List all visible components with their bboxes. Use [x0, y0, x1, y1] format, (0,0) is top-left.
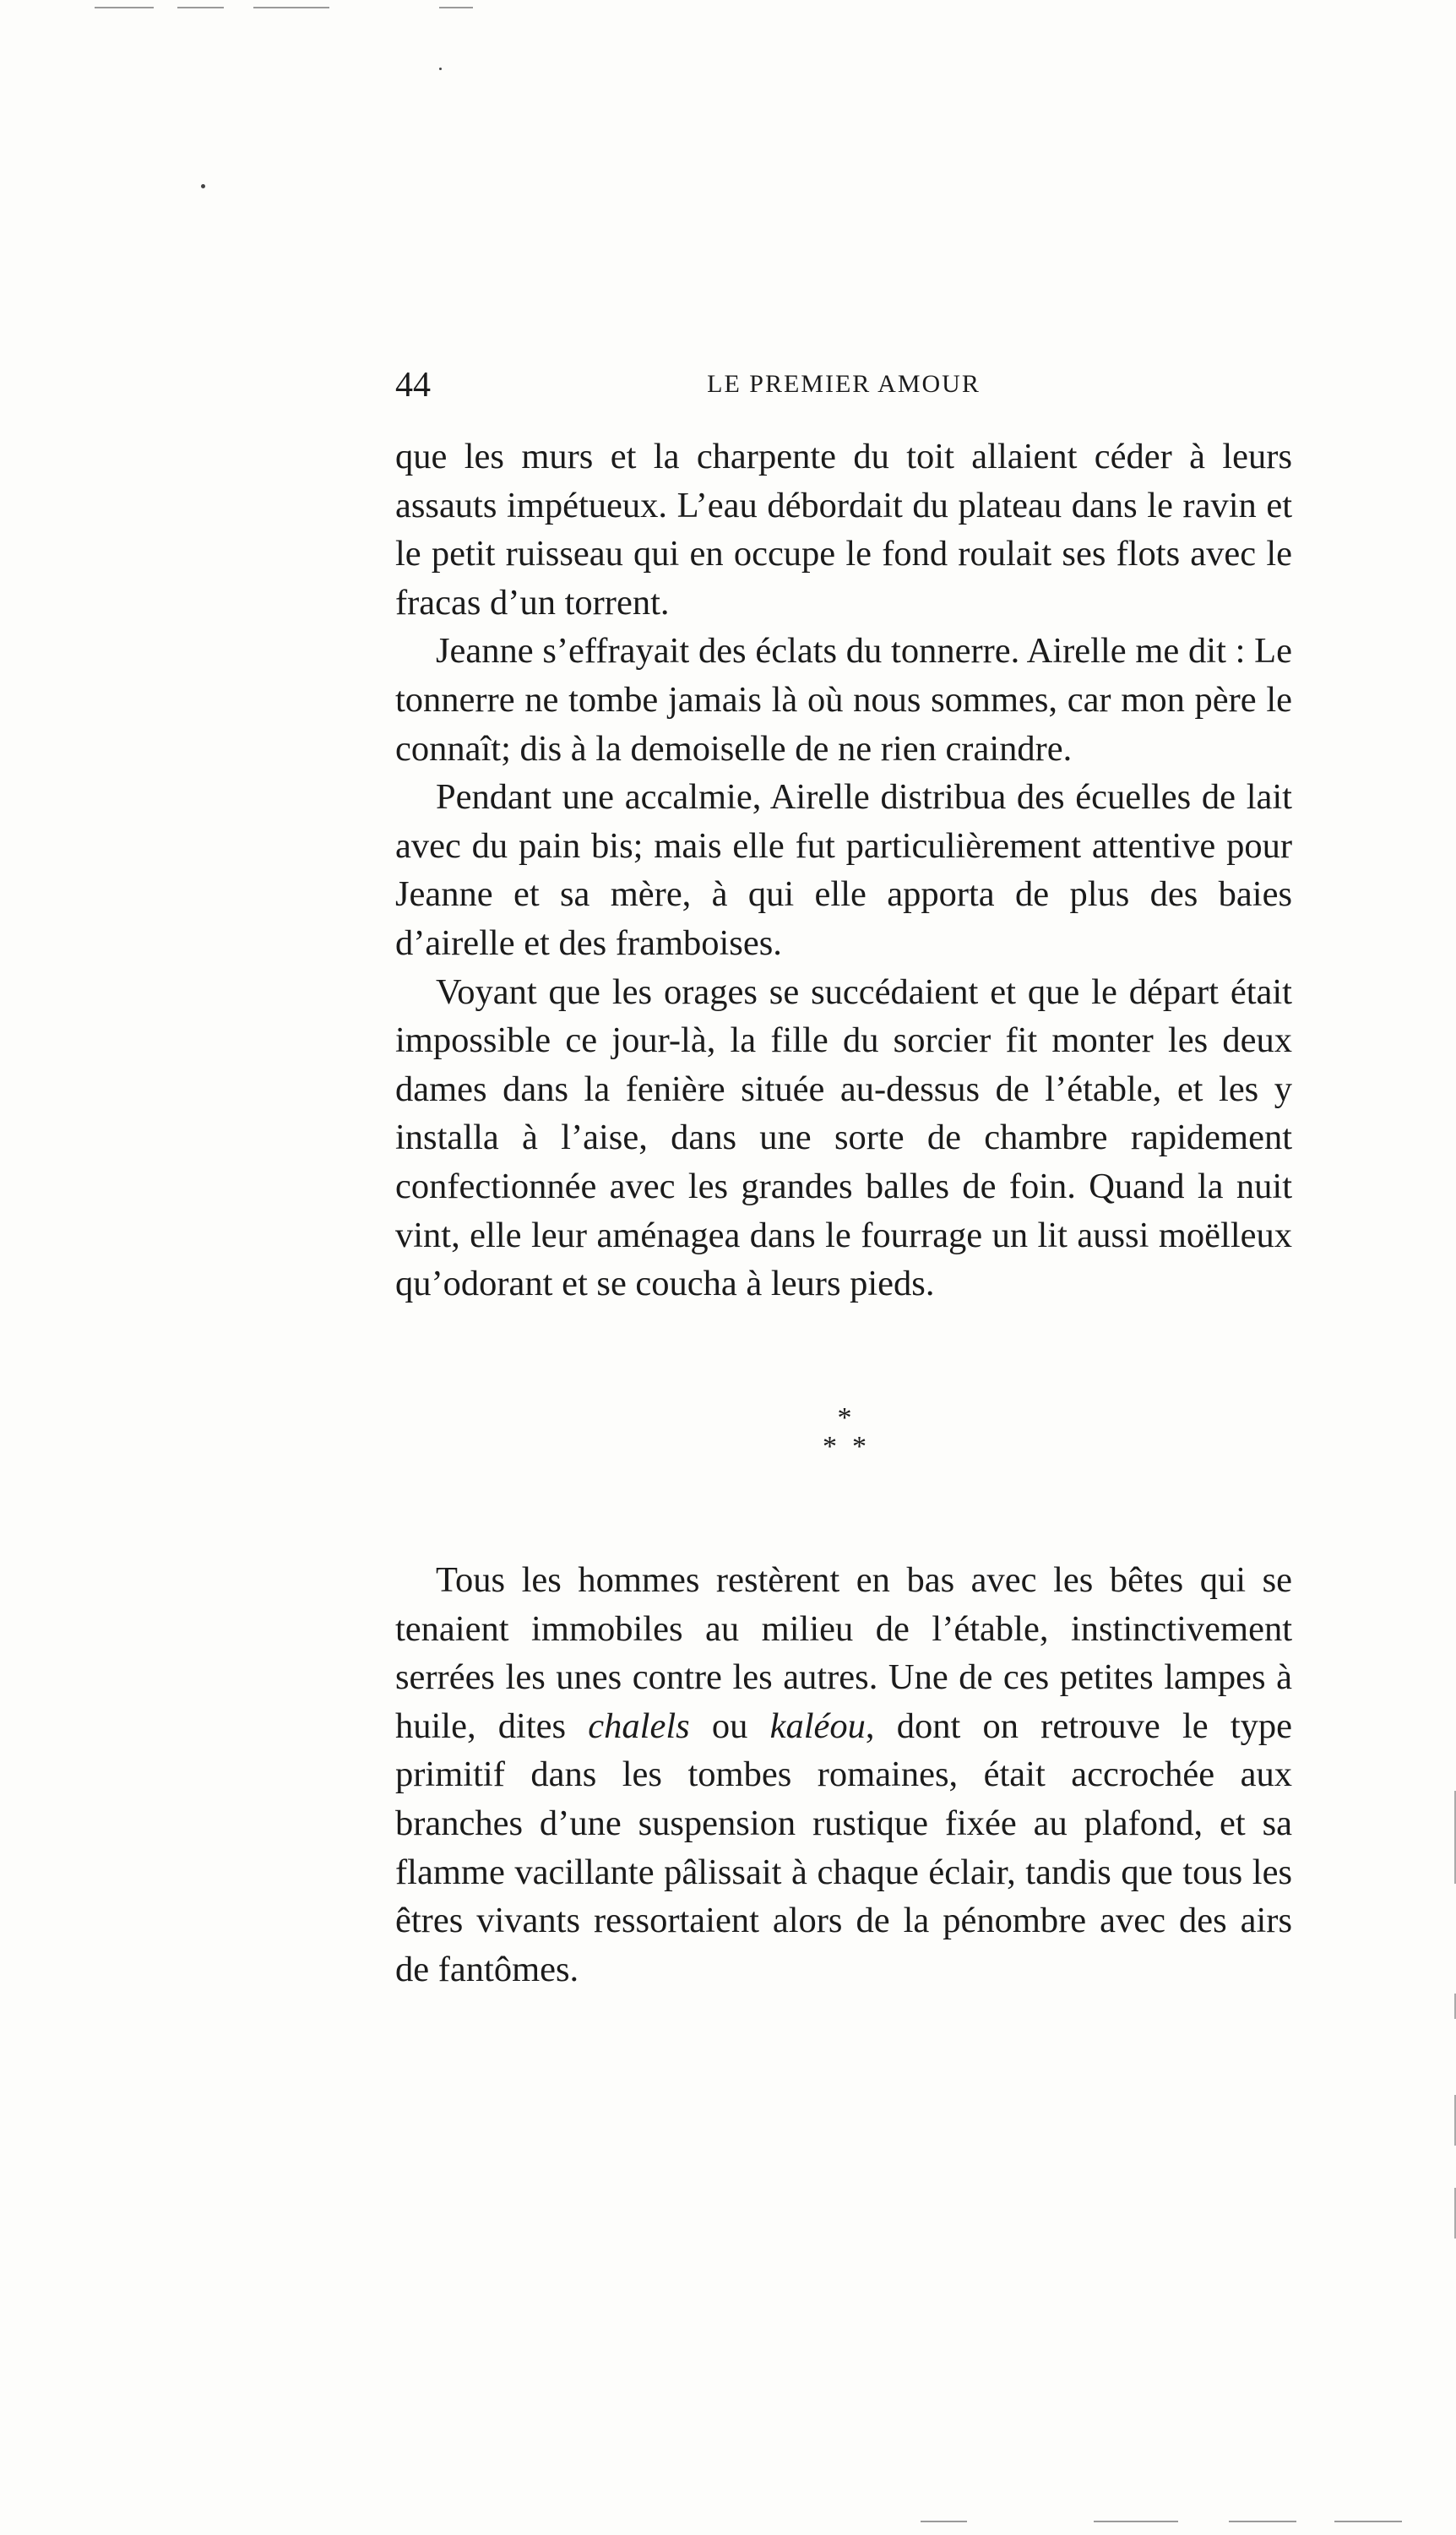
scan-mark [95, 7, 154, 8]
scan-mark [1094, 2521, 1178, 2522]
text-run: , dont on retrouve le type primitif dans les tombes romaines, était accrochée aux branches d’une suspension rustique fixée au plafond, et sa flamme vacillante pâlissait à chaque éclair, tandis que tous les êtres vivants ressortaient alors de la pénombre avec des airs de fantômes. [395, 1705, 1292, 1989]
text-block-top [395, 432, 1292, 1308]
paragraph [395, 1556, 1292, 1994]
paragraph: Jeanne s’effrayait des éclats du tonnerre. Airelle me dit : Le tonnerre ne tombe jamais là où nous sommes, car mon père le connaît; dis à la demoiselle de ne rien craindre. [395, 631, 1292, 769]
paragraph: Voyant que les orages se succédaient et que le départ était impossible ce jour-là, la fille du sorcier fit monter les deux dames dans la fenière située au-dessus de l’étable, et les y installa à l’aise, dans une sorte de chambre rapidement confectionnée avec les grandes balles de foin. Quand la nuit vint, elle leur aménagea dans le fourrage un lit aussi moëlleux qu’odorant et se coucha à leurs pieds. [395, 971, 1292, 1304]
page-header [395, 365, 1292, 416]
italic-term: kaléou [769, 1705, 866, 1746]
scan-mark [921, 2521, 967, 2522]
asterism-left: * [823, 1431, 837, 1462]
scan-mark [177, 7, 224, 8]
asterism-top: * [837, 1402, 852, 1433]
text-run: ou [689, 1705, 770, 1746]
text-run: Tous les hommes restèrent en bas avec les bêtes qui se tenaient immobiles au milieu de l’étable, instinctivement serrées les unes contre les autres. Une de ces petites lampes à huile, dites [395, 1560, 1292, 1746]
asterism-right: * [852, 1431, 867, 1462]
paragraph: que les murs et la charpente du toit allaient céder à leurs assauts impétueux. L’eau débordait du plateau dans le ravin et le petit ruisseau qui en occupe le fond roulait ses flots avec le fracas d’un torrent. [395, 437, 1292, 623]
scan-speck [439, 68, 442, 70]
scan-mark [1229, 2521, 1296, 2522]
section-break-asterism [802, 1404, 887, 1461]
scan-speck [201, 184, 205, 188]
italic-term: chalels [588, 1705, 690, 1746]
scan-mark [1334, 2521, 1402, 2522]
running-title: LE PREMIER AMOUR [707, 370, 981, 398]
paragraph: Pendant une accalmie, Airelle distribua des écuelles de lait avec du pain bis; mais elle fut particulièrement attentive pour Jeanne et sa mère, à qui elle apporta de plus des baies d’airelle et des framboises. [395, 777, 1292, 963]
scan-mark [439, 7, 473, 8]
asterism-bottom-row [802, 1433, 887, 1461]
page-number: 44 [395, 366, 431, 405]
scan-mark [253, 7, 329, 8]
text-block-bottom [395, 1556, 1292, 1994]
